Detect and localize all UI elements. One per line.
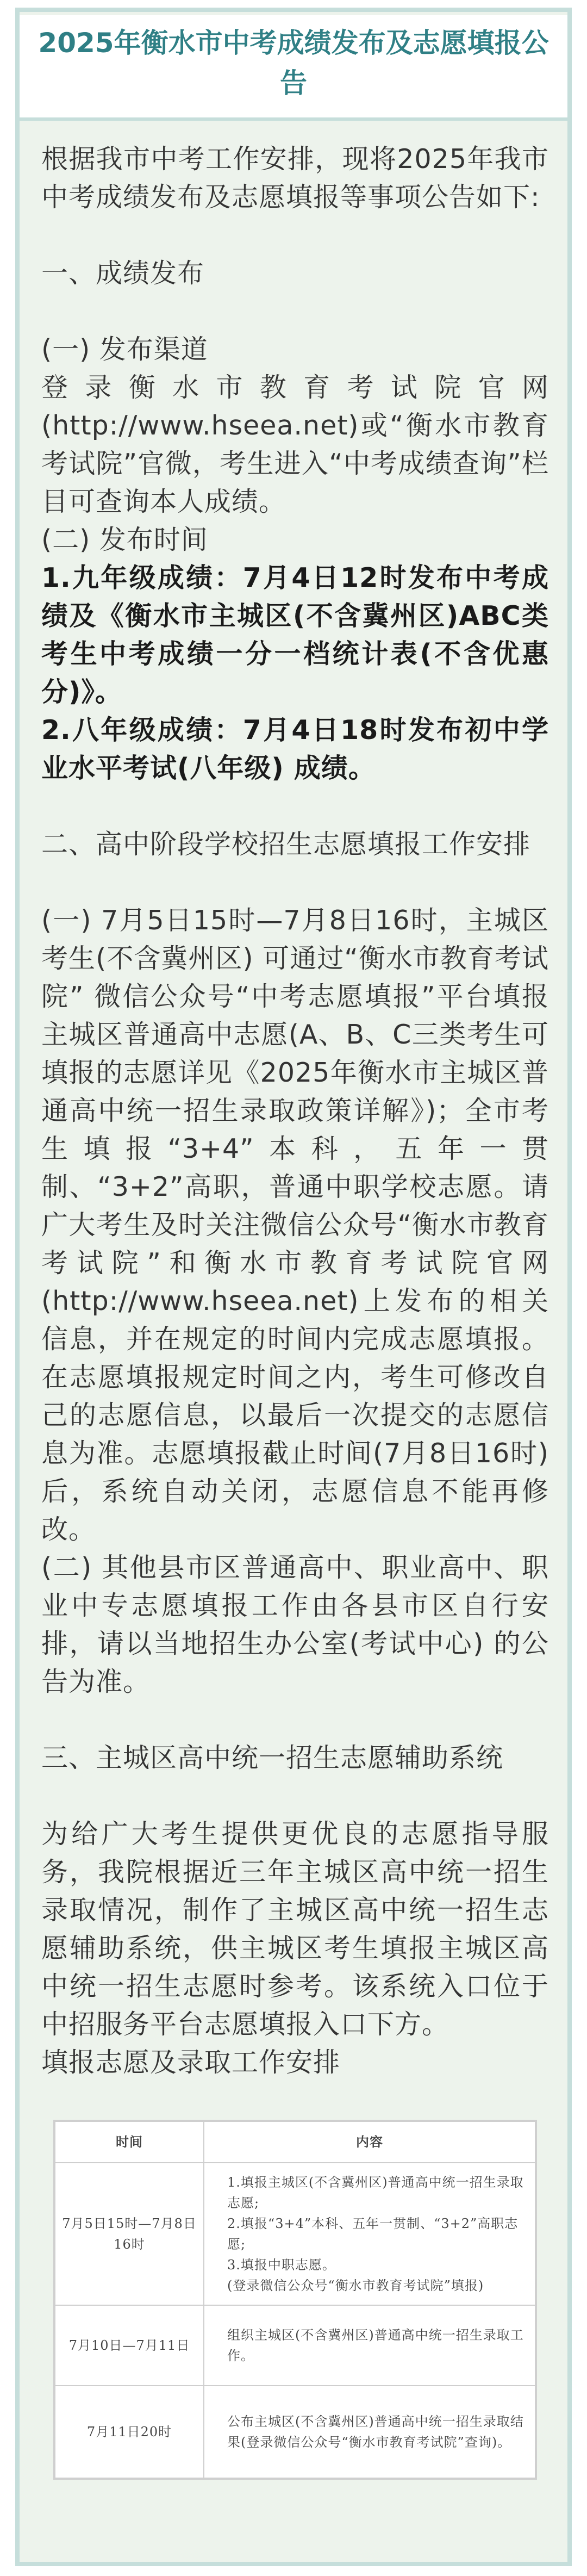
section2-heading: 二、高中阶段学校招生志愿填报工作安排 [41,829,531,860]
table-line: 组织主城区(不含冀州区)普通高中统一招生录取工作。 [227,2327,524,2363]
schedule-label: 填报志愿及录取工作安排 [41,2047,341,2078]
table-line: 3.填报中职志愿。 [227,2257,336,2273]
table-cell-content [204,2386,535,2478]
table-line: (登录微信公众号“衡水市教育考试院”填报) [227,2278,484,2293]
announcement-frame [15,8,572,2566]
section1-heading: 一、成绩发布 [41,258,205,289]
table-cell-time: 7月11日20时 [55,2386,204,2478]
table-line: 2.填报“3+4”本科、五年一贯制、“3+2”高职志愿; [227,2216,519,2252]
table-row [55,2163,535,2305]
schedule-table [54,2121,536,2479]
table-cell-content [204,2163,535,2305]
section2-paragraph1: (一) 7月5日15时—7月8日16时，主城区考生(不含冀州区) 可通过“衡水市教育考试院” 微信公众号“中考志愿填报”平台填报主城区普通高中志愿(A、B、C三类考生可填报的志愿详见《2025年衡水市主城区普通高中统一招生录取政策详解》)；全市考生填报“3+4”本科，五年一贯制、“3+2”高职，普通中职学校志愿。请广大考生及时关注微信公众号“衡水市教育考试院”和衡水市教育考试院官网(http://www.hseea.net)上发布的相关信息，并在规定的时间内完成志愿填报。在志愿填报规定时间之内，考生可修改自己的志愿信息，以最后一次提交的志愿信息为准。志愿填报截止时间(7月8日16时) 后，系统自动关闭，志愿信息不能再修改。 [41,905,549,1545]
section2-paragraph2: (二) 其他县市区普通高中、职业高中、职业中专志愿填报工作由各县市区自行安排，请以当地招生办公室(考试中心) 的公告为准。 [41,1552,549,1697]
table-row [55,2386,535,2478]
section1-sub1-heading: (一) 发布渠道 [41,334,208,365]
table-line: 公布主城区(不含冀州区)普通高中统一招生录取结果(登录微信公众号“衡水市教育考试院”查询)。 [227,2414,524,2450]
announcement-body [20,121,567,2480]
table-header-time: 时间 [55,2121,204,2163]
table-cell-time: 7月5日15时—7月8日16时 [55,2163,204,2305]
intro-paragraph: 根据我市中考工作安排，现将2025年我市中考成绩发布及志愿填报等事项公告如下: [41,144,549,213]
section1-sub2-heading: (二) 发布时间 [41,524,208,555]
table-line: 1.填报主城区(不含冀州区)普通高中统一招生录取志愿; [227,2175,524,2211]
table-cell-time: 7月10日—7月11日 [55,2305,204,2386]
table-header-row [55,2121,535,2163]
table-row [55,2305,535,2386]
table-cell-content [204,2305,535,2386]
schedule-table-container [53,2120,537,2480]
grade8-results: 2.八年级成绩：7月4日18时发布初中学业水平考试(八年级) 成绩。 [41,715,549,784]
grade9-results: 1.九年级成绩：7月4日12时发布中考成绩及《衡水市主城区(不含冀州区)ABC类考生中考成绩一分一档统计表(不含优惠分)》。 [41,562,549,707]
section3-paragraph: 为给广大考生提供更优良的志愿指导服务，我院根据近三年主城区高中统一招生录取情况，制作了主城区高中统一招生志愿辅助系统，供主城区考生填报主城区高中统一招生志愿时参考。该系统入口位于中招服务平台志愿填报入口下方。 [41,1818,549,2040]
section1-sub1-text: 登录衡水市教育考试院官网(http://www.hseea.net)或“衡水市教育考试院”官微，考生进入“中考成绩查询”栏目可查询本人成绩。 [41,372,549,517]
announcement-header [20,15,567,121]
section3-heading: 三、主城区高中统一招生志愿辅助系统 [41,1742,504,1773]
table-header-content: 内容 [204,2121,535,2163]
page-title: 2025年衡水市中考成绩发布及志愿填报公告 [38,27,549,99]
